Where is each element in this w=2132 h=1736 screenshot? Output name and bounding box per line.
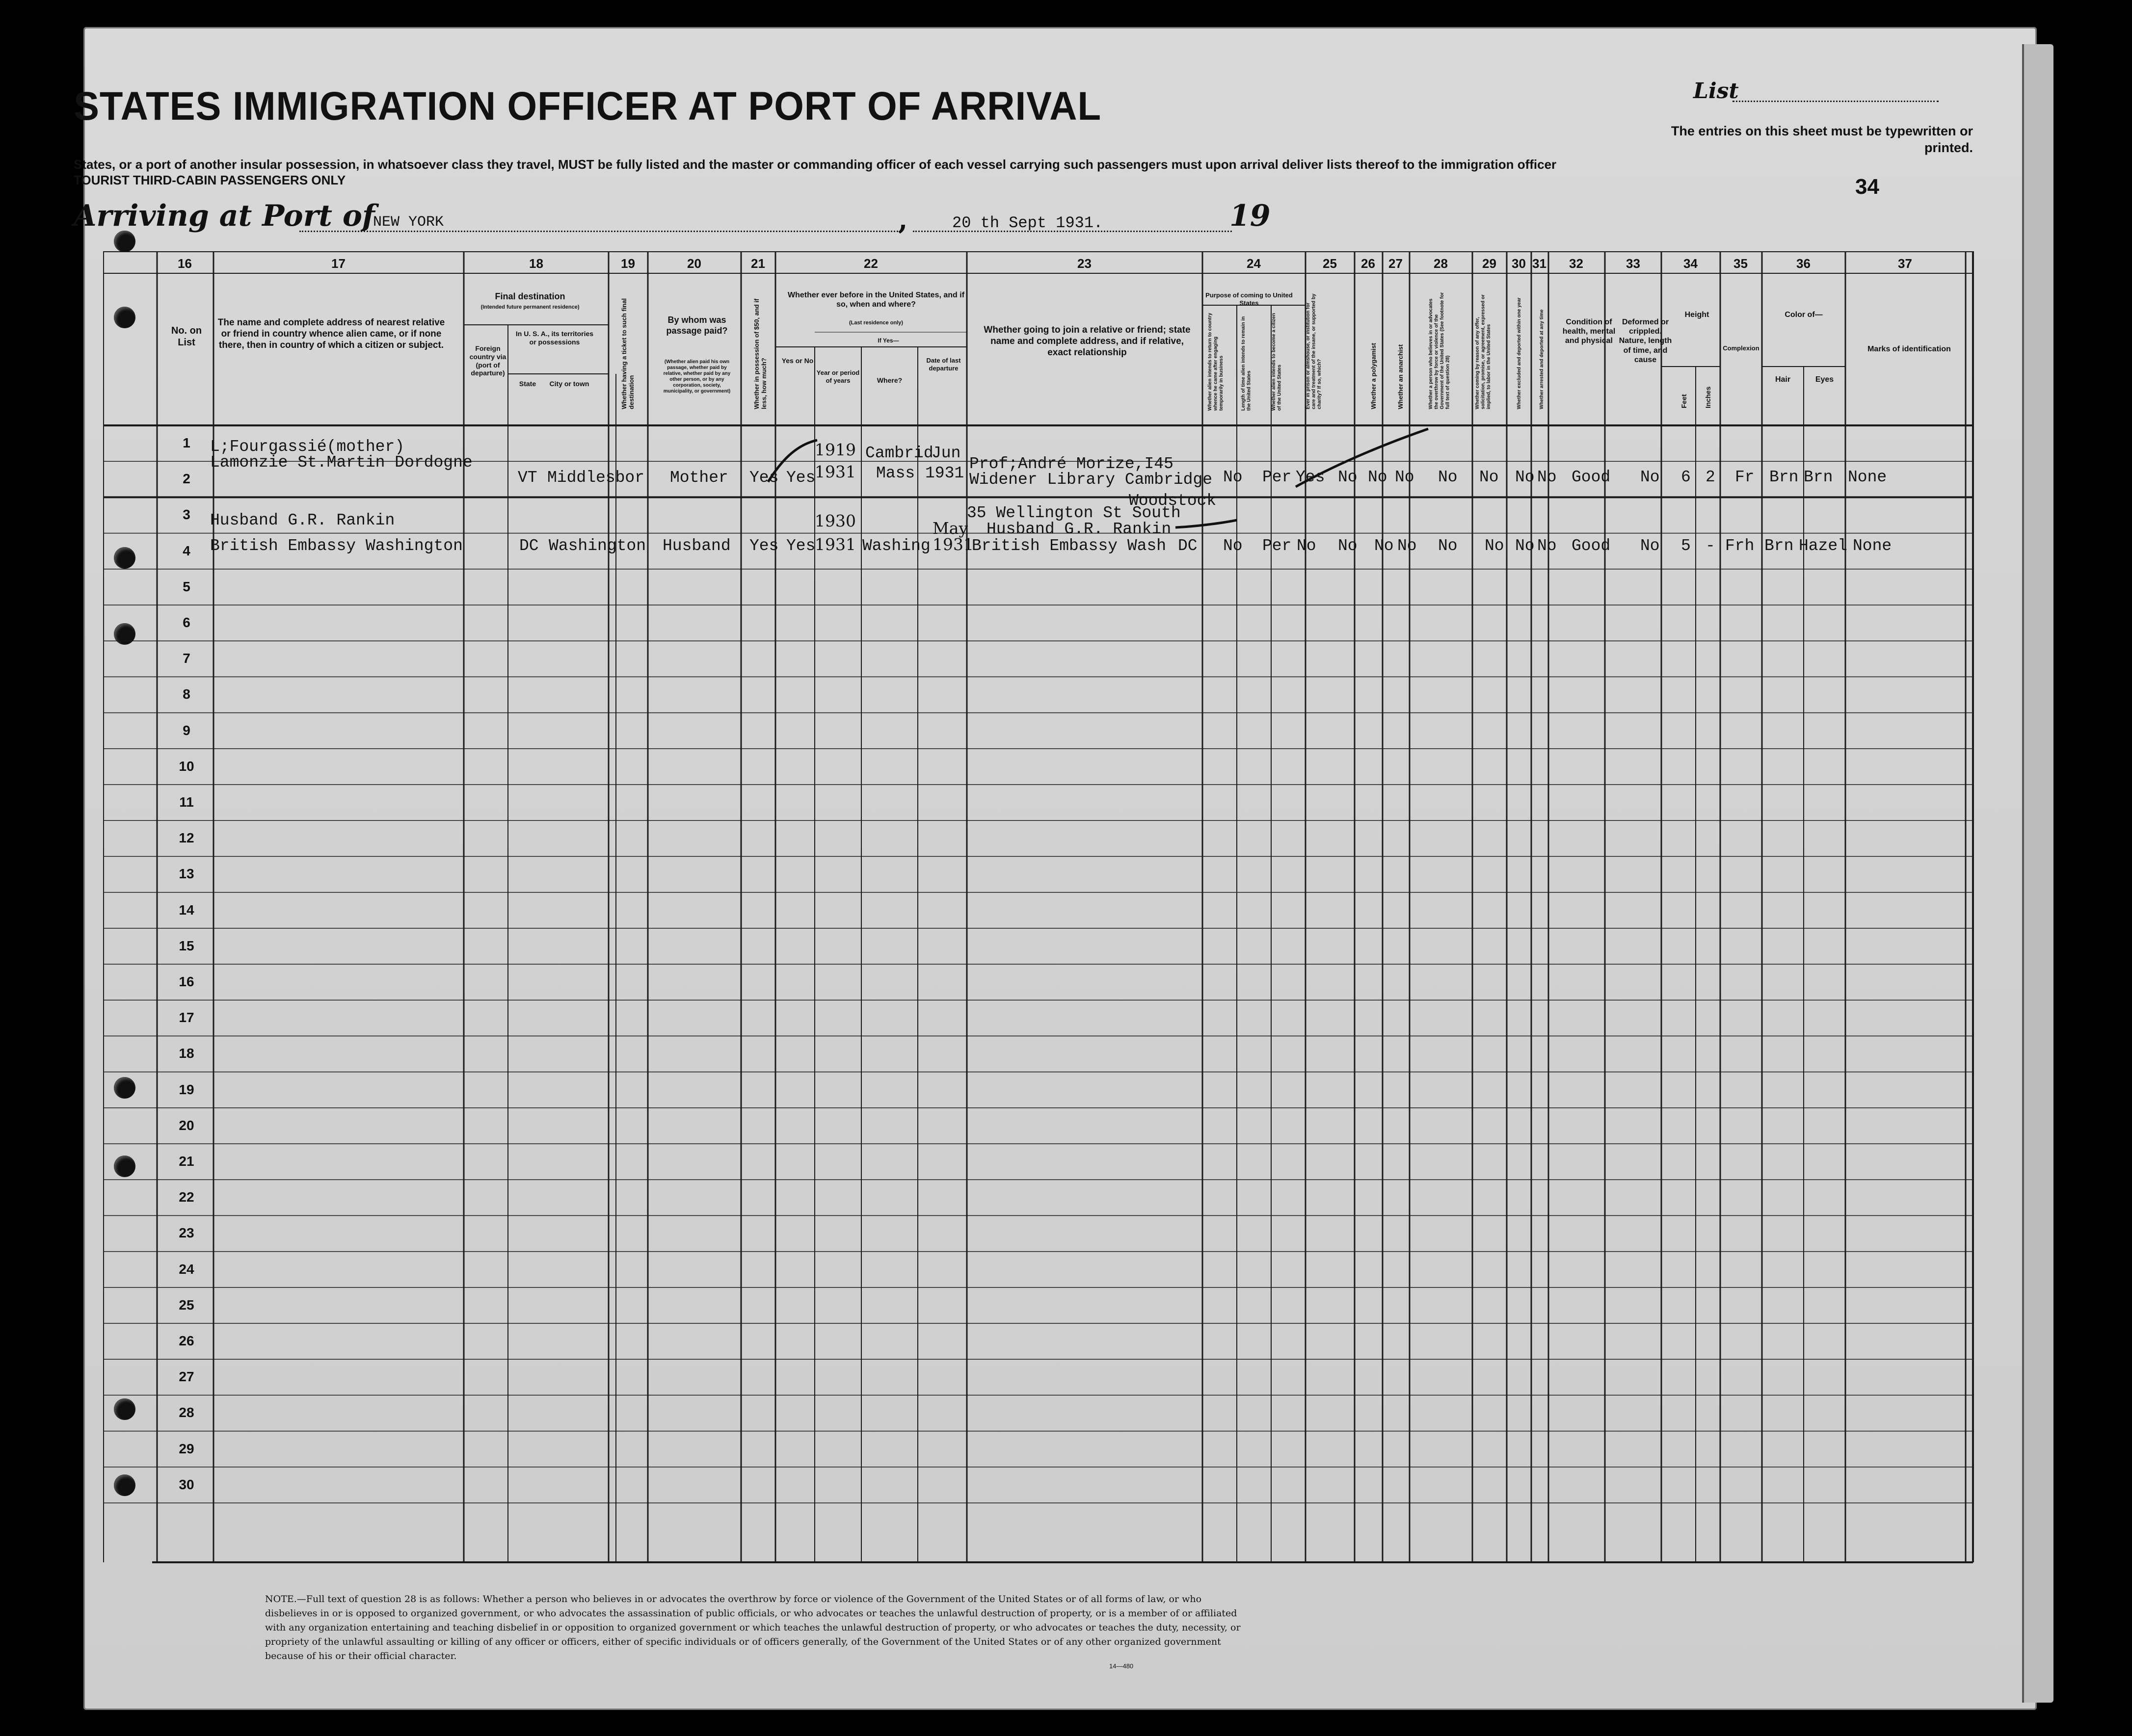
row-number-7: 7	[183, 651, 190, 666]
row-number-10: 10	[179, 758, 194, 774]
row-number-5: 5	[183, 579, 190, 594]
row-number-16: 16	[179, 974, 194, 989]
entry-3-return: No	[1223, 537, 1243, 555]
entry-1-marks: None	[1848, 468, 1887, 486]
entry-1-citizen: Yes	[1296, 468, 1325, 486]
entry-3-years-second: 1931	[815, 535, 856, 554]
row-number-19: 19	[179, 1081, 194, 1097]
row-number-13: 13	[179, 866, 194, 882]
entry-1-q31: No	[1537, 468, 1557, 486]
header-joining-relative: Whether going to join a relative or friend; state name and complete address, and if relative, exact relationship	[984, 325, 1191, 358]
entry-3-hair: Brn	[1764, 537, 1794, 555]
header-final-destination-sub: (Intended future permanent residence)	[480, 304, 580, 310]
list-label: List	[1693, 79, 1739, 104]
header-citizen-intent: Whether alien intends to become a citizen of the United States	[1271, 313, 1282, 411]
entry-3-relative-address: British Embassy Washington	[210, 537, 463, 555]
row-number-20: 20	[179, 1117, 194, 1133]
header-length-of-stay: Length of time alien intends to remain in the United States	[1241, 316, 1252, 411]
list-number-blank	[1732, 101, 1939, 102]
row-number-12: 12	[179, 830, 194, 846]
row-number-11: 11	[179, 794, 194, 810]
entry-3-joining-name: Husband G.R. Rankin	[986, 520, 1172, 538]
entry-3-joining-address: British Embassy Wash	[972, 537, 1167, 555]
entry-1-q30: No	[1515, 468, 1535, 486]
question-28-footnote: NOTE.—Full text of question 28 is as follows: Whether a person who believes in or advocates the overthrow by force or violence of the Government of the United States or of all forms of law, or who disbelieves in or is opposed to organized government, or who advocates the assassination of public officials, or who advocates or teaches the unlawful destruction of property, or is a member of or affiliated with any organization entertaining and teaching disbelief in or opposition to organized government or which teaches the unlawful destruction of property, or who advocates or teaches the duty, necessity, or propriety of the unlawful assaulting or killing of any officer or officers, either of specific individuals or of officers generally, of the Government of the United States or of any other organized government because of his or their official character.	[265, 1594, 1241, 1661]
column-number-26: 26	[1361, 256, 1375, 271]
header-hair: Hair	[1775, 375, 1791, 384]
entry-3-joining-state: DC	[1178, 537, 1198, 555]
entry-3-years-first: 1930	[815, 511, 856, 530]
page-number: 34	[1855, 175, 1879, 199]
entry-3-complexion: Frh	[1725, 537, 1755, 555]
port-blank-line	[299, 231, 898, 232]
entry-3-health: Good	[1572, 537, 1611, 555]
entry-3-deformed: No	[1640, 537, 1660, 555]
column-number-24: 24	[1247, 256, 1261, 271]
header-complexion: Complexion	[1723, 344, 1759, 352]
entry-1-inches: 2	[1706, 468, 1715, 486]
header-final-destination: Final destination	[495, 291, 565, 301]
row-number-2: 2	[183, 471, 190, 487]
column-number-34: 34	[1683, 256, 1698, 271]
row-number-26: 26	[179, 1333, 194, 1348]
manifest-table	[103, 251, 1978, 1566]
column-number-22: 22	[864, 256, 878, 271]
entry-1-state: VT	[518, 469, 537, 487]
column-number-17: 17	[331, 256, 346, 271]
entry-1-departure-month: Jun	[932, 444, 961, 462]
entry-1-joining-address: Widener Library Cambridge	[969, 471, 1213, 489]
row-number-9: 9	[183, 722, 190, 738]
entry-3-citizen: No	[1297, 537, 1316, 555]
header-been-in-us: Whether ever before in the United States, and if so, when and where?	[787, 291, 965, 309]
header-eyes: Eyes	[1815, 375, 1834, 384]
row-number-3: 3	[183, 507, 190, 523]
entry-3-state: DC	[519, 537, 539, 555]
column-number-21: 21	[751, 256, 765, 271]
header-city: City or town	[549, 380, 589, 388]
column-number-32: 32	[1569, 256, 1583, 271]
column-number-18: 18	[529, 256, 543, 271]
row-number-29: 29	[179, 1441, 194, 1456]
entries-note: The entries on this sheet must be typewritten or printed.	[1671, 124, 1973, 155]
entry-1-polygamist: No	[1368, 468, 1387, 486]
column-number-27: 27	[1388, 256, 1403, 271]
form-code: 14—480	[1109, 1662, 1134, 1670]
header-return-intent: Whether alien intends to return to country whence he came after engaging temporarily in business	[1207, 313, 1224, 411]
header-been-in-us-sub: (Last residence only)	[849, 320, 904, 326]
header-in-usa: In U. S. A., its territories or possessions	[515, 330, 594, 346]
entry-1-eyes: Brn	[1804, 468, 1833, 486]
header-relative-address: The name and complete address of nearest relative or friend in country whence alien came, or if none there, then in country of which a citizen or subject.	[217, 317, 445, 350]
entry-3-q29: No	[1485, 537, 1504, 555]
column-number-29: 29	[1482, 256, 1496, 271]
header-no-on-list: No. on List	[171, 325, 202, 348]
column-number-30: 30	[1512, 256, 1526, 271]
header-passage-paid-sub: (Whether alien paid his own passage, whether paid by relative, whether paid by any other person, or by any corporation, society, municipality, or government)	[663, 359, 731, 394]
row-number-17: 17	[179, 1010, 194, 1026]
header-state: State	[519, 380, 536, 388]
header-inches: Inches	[1704, 386, 1712, 408]
entry-2-joining-street: 35 Wellington St South	[967, 504, 1181, 522]
column-number-37: 37	[1898, 256, 1912, 271]
entry-1-complexion: Fr	[1735, 468, 1755, 486]
entry-3-eyes: Hazel	[1799, 537, 1848, 555]
header-color-of: Color of—	[1785, 311, 1823, 319]
entry-3-q31: No	[1537, 537, 1557, 555]
column-number-19: 19	[621, 256, 635, 271]
check-mark-icon	[1175, 520, 1237, 527]
header-year-period: Year or period of years	[816, 369, 860, 384]
header-health: Condition of health, mental and physical	[1562, 318, 1616, 345]
header-passage-paid: By whom was passage paid?	[666, 315, 728, 336]
manifest-instructions: States, or a port of another insular possession, in whatsoever class they travel, MUST be fully listed and the master or commanding officer of each vessel carrying such passengers must upon arrival deliver lists thereof to the immigration officer	[74, 157, 1557, 172]
column-number-35: 35	[1733, 256, 1748, 271]
sheet-edge	[2022, 44, 2053, 1703]
header-labor-contract: Whether coming by reason of any offer, solicitation, promise, or agreement, expressed or implied, to labor in the United States	[1475, 294, 1492, 409]
entry-3-passage-paid: Husband	[663, 537, 731, 555]
row-number-22: 22	[179, 1189, 194, 1205]
column-number-20: 20	[687, 256, 701, 271]
header-ticket: Whether having a ticket to such final destination	[620, 298, 635, 409]
header-deformed: Deformed or crippled. Nature, length of time, and cause	[1619, 318, 1672, 364]
entry-3-ticket: Yes	[749, 537, 779, 555]
entry-1-passage-paid: Mother	[670, 469, 728, 487]
row-number-18: 18	[179, 1046, 194, 1061]
entry-2-joining-town: Woodstock	[1129, 492, 1217, 510]
entry-1-departure-year: 1931	[925, 464, 964, 482]
row-number-25: 25	[179, 1297, 194, 1313]
row-number-28: 28	[179, 1405, 194, 1420]
header-question-28: Whether a person who believes in or advocates the overthrow by force or violence of the Government of the United States (See footnote for full text of question 28)	[1428, 292, 1451, 409]
entry-1-q29: No	[1479, 468, 1499, 486]
passenger-class-line: TOURIST THIRD-CABIN PASSENGERS ONLY	[74, 173, 346, 187]
entry-3-city: Washington	[549, 537, 646, 555]
row-number-21: 21	[179, 1154, 194, 1169]
entry-1-joining-name: Prof;André Morize,I45	[969, 455, 1173, 473]
row-number-30: 30	[179, 1476, 194, 1492]
entry-1-return: No	[1223, 468, 1243, 486]
entry-1-prison: No	[1338, 468, 1358, 486]
entry-1-health: Good	[1572, 468, 1611, 486]
entry-3-departure-year: 1931	[933, 535, 974, 554]
row-number-8: 8	[183, 686, 190, 702]
port-value: NEW YORK	[373, 214, 444, 231]
column-number-23: 23	[1077, 256, 1092, 271]
entry-1-where-second: Mass	[876, 464, 915, 482]
entry-3-where: Washing	[862, 537, 931, 555]
header-polygamist: Whether a polygamist	[1370, 342, 1377, 409]
header-possession-50: Whether in possession of $50, and if less, how much?	[753, 298, 768, 409]
entry-1-where-first: Cambrid	[865, 444, 933, 462]
entry-3-q30: No	[1515, 537, 1535, 555]
entry-1-years-second: 1931	[815, 462, 856, 481]
entry-1-been-in-us: Yes	[786, 469, 816, 487]
entry-1-city: Middlesbor	[547, 469, 645, 487]
column-number-33: 33	[1626, 256, 1640, 271]
header-marks: Marks of identification	[1867, 345, 1951, 353]
row-number-4: 4	[183, 543, 190, 558]
row-number-15: 15	[179, 938, 194, 953]
entry-3-marks: None	[1853, 537, 1892, 555]
year-prefix: 19	[1229, 199, 1271, 233]
header-purpose: Purpose of coming to United States	[1205, 291, 1293, 307]
entry-3-feet: 5	[1681, 537, 1691, 555]
entry-1-relative-name: L;Fourgassié(mother)	[210, 438, 405, 456]
header-feet: Feet	[1680, 394, 1688, 408]
entry-3-q28: No	[1438, 537, 1458, 555]
entry-1-q28: No	[1438, 468, 1458, 486]
entry-3-prison: No	[1338, 537, 1358, 555]
row-number-6: 6	[183, 615, 190, 630]
entry-1-hair: Brn	[1769, 468, 1799, 486]
column-number-25: 25	[1323, 256, 1337, 271]
header-height: Height	[1684, 311, 1709, 319]
column-number-31: 31	[1532, 256, 1546, 271]
row-number-24: 24	[179, 1261, 194, 1277]
header-if-yes: If Yes—	[878, 337, 899, 344]
header-excluded: Whether excluded and deported within one year	[1517, 297, 1522, 409]
header-foreign-country: Foreign country via (port of departure)	[469, 344, 506, 377]
entry-1-length: Per	[1262, 468, 1292, 486]
header-yes-no: Yes or No	[781, 357, 814, 365]
arriving-label: Arriving at Port of	[74, 199, 375, 233]
entry-3-relative-name: Husband G.R. Rankin	[210, 511, 395, 529]
entry-3-polygamist: No	[1374, 537, 1394, 555]
page-title: STATES IMMIGRATION OFFICER AT PORT OF ARRIVAL	[74, 84, 1101, 129]
header-departure-date: Date of last departure	[926, 357, 961, 372]
entry-1-deformed: No	[1640, 468, 1660, 486]
entry-1-feet: 6	[1681, 468, 1691, 486]
entry-3-anarchist: No	[1397, 537, 1417, 555]
row-number-23: 23	[179, 1225, 194, 1241]
row-number-14: 14	[179, 902, 194, 918]
entry-3-length: Per	[1262, 537, 1292, 555]
entry-1-relative-address: Lamonzie St.Martin Dordogne	[210, 453, 473, 472]
arrival-date: 20 th Sept 1931.	[952, 214, 1103, 232]
row-number-1: 1	[183, 435, 190, 450]
entry-1-anarchist: No	[1395, 468, 1414, 486]
entry-3-been-in-us: Yes	[786, 537, 816, 555]
entry-1-years-first: 1919	[815, 440, 856, 459]
header-where: Where?	[877, 376, 903, 384]
entry-3-inches: -	[1706, 537, 1715, 555]
header-prison: Ever in prison or almshouse, or institution for care and treatment of the insane, or supported by charity? If so, which?	[1306, 293, 1322, 409]
separator-comma: ,	[898, 204, 908, 236]
header-deported: Whether arrested and deported at any time	[1539, 309, 1545, 409]
header-anarchist: Whether an anarchist	[1397, 344, 1404, 409]
entry-3-departure-month: May	[933, 519, 968, 538]
column-number-36: 36	[1796, 256, 1811, 271]
column-number-28: 28	[1434, 256, 1448, 271]
row-number-27: 27	[179, 1369, 194, 1385]
entry-1-ticket: Yes	[749, 469, 779, 487]
column-number-16: 16	[178, 256, 192, 271]
binder-hole-icon	[114, 231, 135, 252]
